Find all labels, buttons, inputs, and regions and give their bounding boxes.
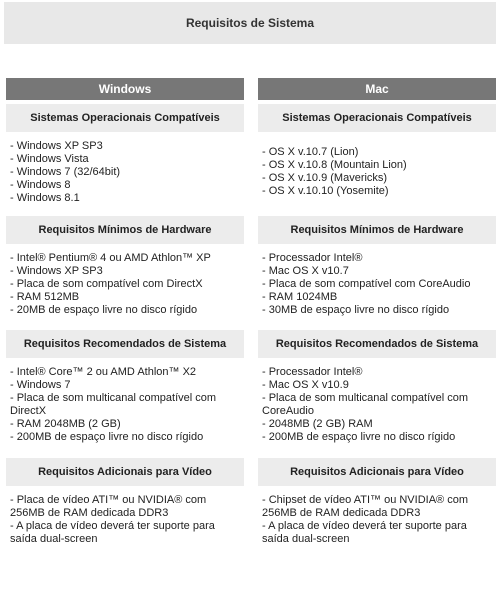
windows-video-list <box>6 486 244 558</box>
list-item: - OS X v.10.8 (Mountain Lion) <box>262 159 407 171</box>
mac-rec-list <box>258 358 496 454</box>
list-item: - A placa de vídeo deverá ter suporte para saída dual-screen <box>10 520 215 545</box>
list-item: - Windows XP SP3 <box>10 140 103 152</box>
list-item: - Placa de vídeo ATI™ ou NVIDIA® com 256MB de RAM dedicada DDR3 <box>10 494 207 519</box>
list-item: - RAM 1024MB <box>262 291 338 303</box>
section-heading: Sistemas Operacionais Compatíveis <box>6 104 244 132</box>
windows-rec-list <box>6 358 244 454</box>
list-item: - RAM 512MB <box>10 291 80 303</box>
section-heading: Requisitos Mínimos de Hardware <box>6 216 244 244</box>
list-item: - Processador Intel® <box>262 366 363 378</box>
windows-column-header: Windows <box>6 78 244 100</box>
list-item: - Windows 7 (32/64bit) <box>10 166 121 178</box>
section-heading: Requisitos Adicionais para Vídeo <box>258 458 496 486</box>
list-item: - 2048MB (2 GB) RAM <box>262 418 373 430</box>
section-heading: Sistemas Operacionais Compatíveis <box>258 104 496 132</box>
list-item: - 20MB de espaço livre no disco rígido <box>10 304 198 316</box>
list-item: - Placa de som compatível com CoreAudio <box>262 278 471 290</box>
list-item: - Placa de som multicanal compatível com CoreAudio <box>262 392 469 417</box>
windows-min-list <box>6 244 244 326</box>
windows-os-list <box>6 132 244 206</box>
list-item: - 200MB de espaço livre no disco rígido <box>10 431 204 443</box>
list-item: - Windows 8.1 <box>10 192 80 204</box>
mac-video-list <box>258 486 496 558</box>
list-item: - Windows XP SP3 <box>10 265 103 277</box>
mac-min-list <box>258 244 496 326</box>
section-video <box>6 454 496 558</box>
list-item: - A placa de vídeo deverá ter suporte para saída dual-screen <box>262 520 467 545</box>
list-item: - Intel® Core™ 2 ou AMD Athlon™ X2 <box>10 366 197 378</box>
mac-os-list <box>258 132 496 212</box>
list-item: - 30MB de espaço livre no disco rígido <box>262 304 450 316</box>
section-compatible-os <box>6 100 496 212</box>
column-header-row <box>6 78 496 100</box>
list-item: - OS X v.10.9 (Mavericks) <box>262 172 388 184</box>
section-minimum-hardware <box>6 212 496 326</box>
list-item: - Placa de som compatível com DirectX <box>10 278 203 290</box>
list-item: - Placa de som multicanal compatível com DirectX <box>10 392 217 417</box>
list-item: - RAM 2048MB (2 GB) <box>10 418 121 430</box>
list-item: - Mac OS X v10.9 <box>262 379 349 391</box>
section-recommended <box>6 326 496 454</box>
list-item: - Processador Intel® <box>262 252 363 264</box>
page-title: Requisitos de Sistema <box>4 2 496 44</box>
section-heading: Requisitos Mínimos de Hardware <box>258 216 496 244</box>
list-item: - Windows Vista <box>10 153 89 165</box>
section-heading: Requisitos Adicionais para Vídeo <box>6 458 244 486</box>
requirements-table <box>6 78 496 558</box>
list-item: - Intel® Pentium® 4 ou AMD Athlon™ XP <box>10 252 211 264</box>
section-heading: Requisitos Recomendados de Sistema <box>6 330 244 358</box>
list-item: - OS X v.10.7 (Lion) <box>262 146 359 158</box>
list-item: - OS X v.10.10 (Yosemite) <box>262 185 389 197</box>
mac-column-header: Mac <box>258 78 496 100</box>
list-item: - 200MB de espaço livre no disco rígido <box>262 431 456 443</box>
list-item: - Windows 8 <box>10 179 71 191</box>
list-item: - Windows 7 <box>10 379 71 391</box>
list-item: - Chipset de vídeo ATI™ ou NVIDIA® com 256MB de RAM dedicada DDR3 <box>262 494 468 519</box>
section-heading: Requisitos Recomendados de Sistema <box>258 330 496 358</box>
list-item: - Mac OS X v10.7 <box>262 265 349 277</box>
